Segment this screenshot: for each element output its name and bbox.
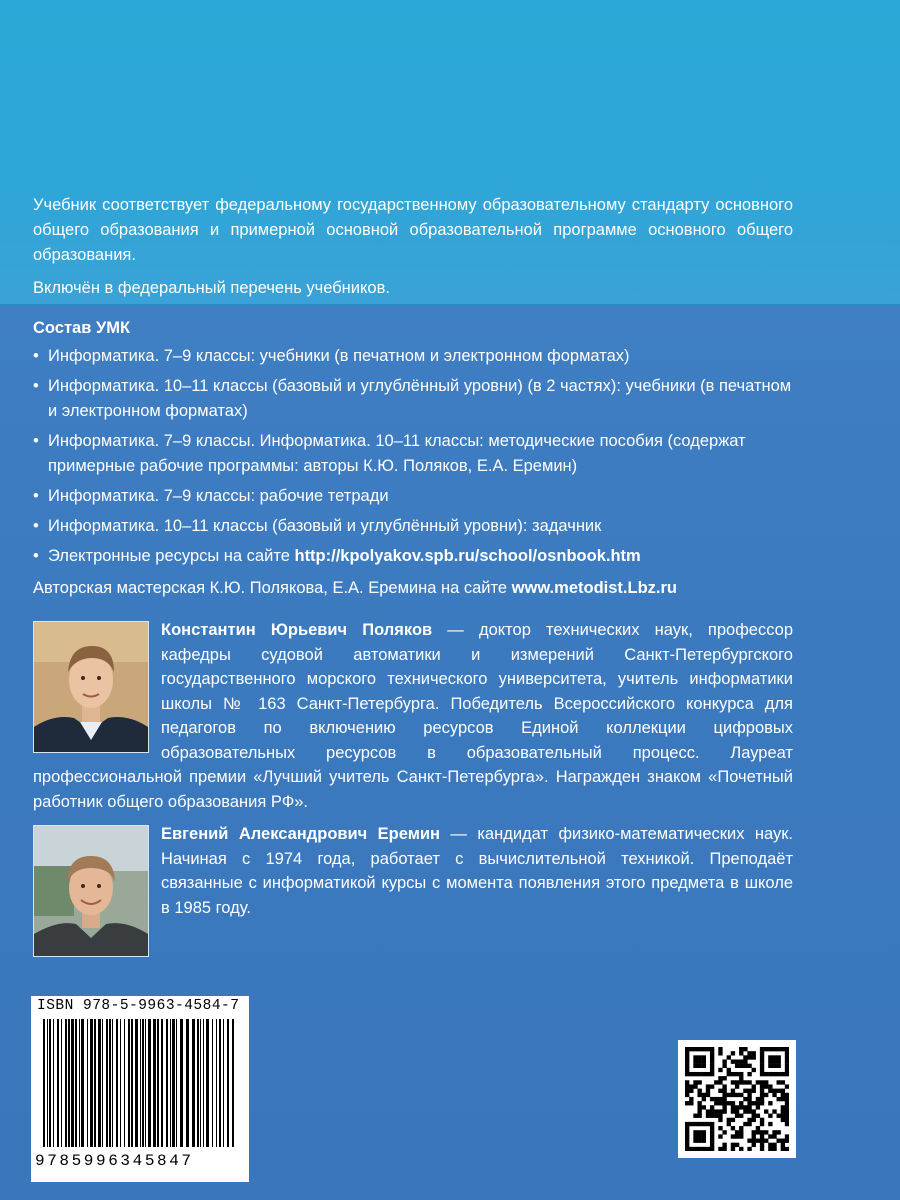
- qr-code[interactable]: [678, 1040, 796, 1158]
- isbn-label: ISBN 978-5-9963-4584-7: [37, 998, 240, 1014]
- umk-item-text: Информатика. 10–11 классы (базовый и углублённый уровни): задачник: [48, 517, 602, 535]
- umk-item: [33, 374, 793, 424]
- umk-section: [33, 316, 793, 601]
- umk-item-text: Информатика. 7–9 классы: учебники (в печатном и электронном форматах): [48, 347, 630, 365]
- umk-item: [33, 429, 793, 479]
- bullet-icon: •: [33, 377, 39, 395]
- bullet-icon: •: [33, 547, 39, 565]
- workshop-label: Авторская мастерская К.Ю. Полякова, Е.А. Еремина на сайте: [33, 579, 508, 597]
- umk-item-text: Информатика. 7–9 классы: рабочие тетради: [48, 487, 389, 505]
- isbn-barcode: [31, 996, 249, 1182]
- federal-list-text: Включён в федеральный перечень учебников.: [33, 279, 390, 297]
- author-photo-polyakov: [33, 621, 149, 753]
- umk-item-resources: [33, 544, 793, 569]
- bullet-icon: •: [33, 432, 39, 450]
- standard-compliance-text: Учебник соответствует федеральному государственному образовательному стандарту основного общего образования и примерной основной образовательной программе основного общего образования.: [33, 196, 793, 264]
- bullet-icon: •: [33, 517, 39, 535]
- author-bio: — доктор технических наук, профессор кафедры судовой автоматики и измерений Санкт-Петербургского государственного морского технического университета, учитель информатики школы № 163 Санкт-Петербурга. Победитель Всероссийского конкурса для педагогов по включению ресурсов Единой коллекции цифровых образовательных ресурсов в образовательный процесс. Лауреат профессиональной премии «Лучший учитель Санкт-Петербурга». Награжден знаком «Почетный работник общего образования РФ».: [33, 621, 794, 811]
- umk-list: [33, 344, 793, 569]
- band-divider: [0, 304, 900, 307]
- resources-link[interactable]: http://kpolyakov.spb.ru/school/osnbook.htm: [294, 547, 641, 565]
- bullet-icon: •: [33, 347, 39, 365]
- qr-code-pattern: [685, 1047, 789, 1151]
- umk-item: [33, 344, 793, 369]
- author-bio: — кандидат физико-математических наук. Начиная с 1974 года, работает с вычислительной техникой. Преподаёт связанные с информатикой курсы с момента появления этого предмета в школе в 1985 году.: [161, 825, 793, 917]
- author-photo-eremin: [33, 825, 149, 957]
- author-eremin: [33, 822, 793, 957]
- bullet-icon: •: [33, 487, 39, 505]
- workshop-link[interactable]: www.metodist.Lbz.ru: [511, 579, 677, 597]
- ean-digits: 9785996345847: [35, 1152, 194, 1170]
- umk-item-text: Информатика. 10–11 классы (базовый и углублённый уровни) (в 2 частях): учебники (в печатном и электронном форматах): [48, 377, 792, 420]
- author-polyakov: [33, 618, 793, 814]
- umk-item-text: Информатика. 7–9 классы. Информатика. 10–11 классы: методические пособия (содержат примерные рабочие программы: авторы К.Ю. Поляков, Е.А. Еремин): [48, 432, 746, 475]
- author-name: Евгений Александрович Еремин: [161, 825, 441, 843]
- intro-block: [33, 193, 793, 301]
- umk-item: [33, 484, 793, 509]
- workshop-line: [33, 576, 793, 601]
- umk-title: Состав УМК: [33, 319, 131, 337]
- umk-item: [33, 514, 793, 539]
- resources-label: Электронные ресурсы на сайте: [48, 547, 290, 565]
- author-name: Константин Юрьевич Поляков: [161, 621, 433, 639]
- barcode-bars: [41, 1019, 239, 1149]
